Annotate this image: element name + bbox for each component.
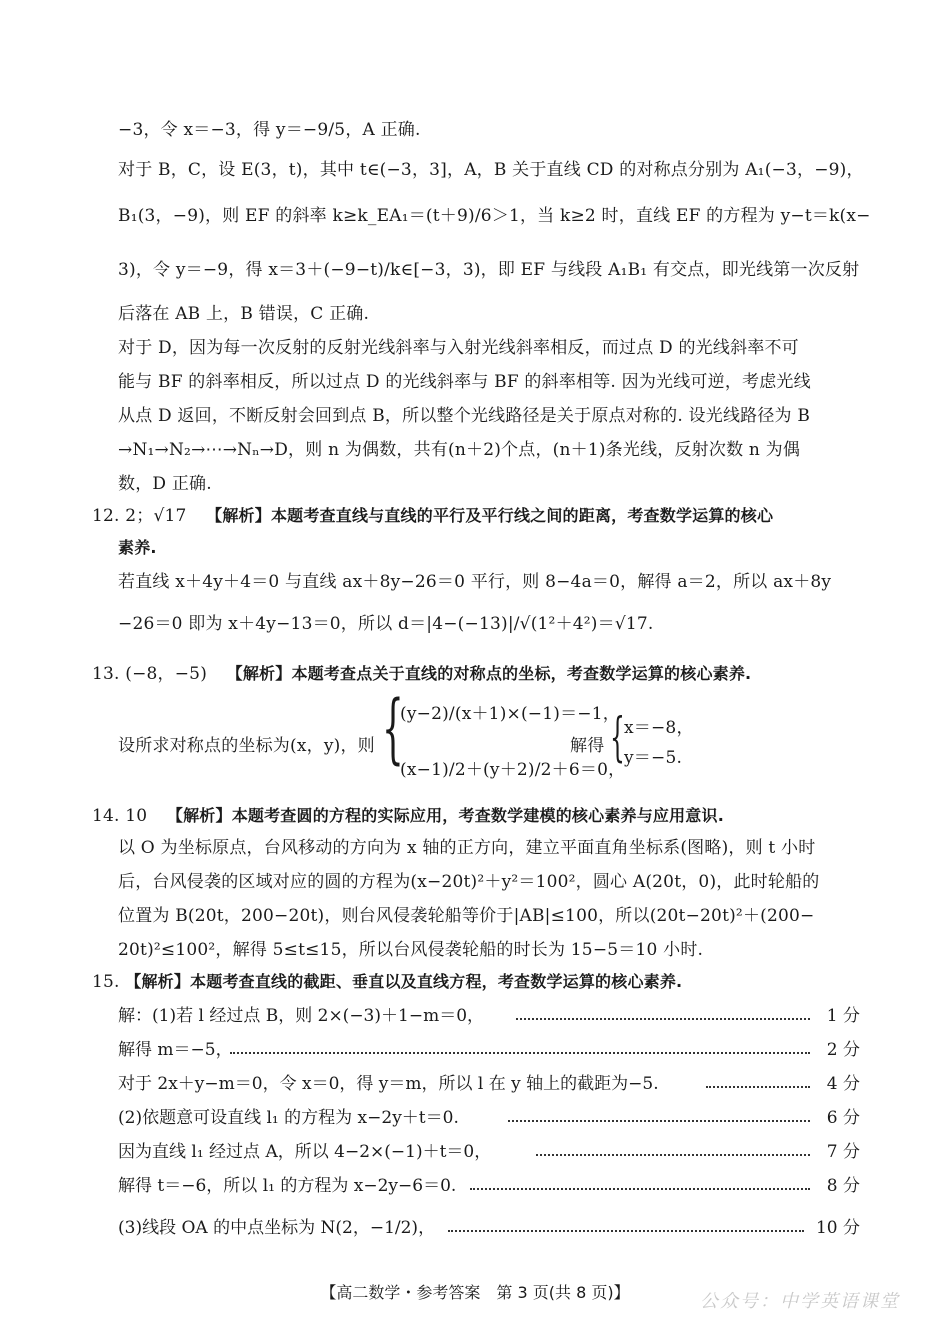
text-line: 后落在 AB 上，B 错误，C 正确.	[118, 304, 370, 324]
system-equation: (y−2)/(x＋1)×(−1)＝−1，	[400, 704, 620, 724]
step-points: 7 分	[826, 1142, 860, 1162]
left-brace: {	[382, 683, 404, 772]
step-points: 2 分	[826, 1040, 860, 1060]
answer-value: 15.	[92, 972, 120, 992]
leader-dots	[448, 1216, 804, 1232]
leader-dots	[470, 1174, 810, 1190]
analysis-heading: 【解析】本题考查直线的截距、垂直以及直线方程，考查数学运算的核心素养.	[125, 972, 683, 991]
text-line: 20t)²≤100²，解得 5≤t≤15，所以台风侵袭轮船的时长为 15−5＝10 小时.	[118, 940, 704, 960]
score-row	[118, 1106, 860, 1130]
watermark: 公众号：中学英语课堂	[700, 1291, 900, 1312]
analysis-heading: 【解析】本题考查直线与直线的平行及平行线之间的距离，考查数学运算的核心	[206, 506, 774, 525]
text-line: 3)，令 y＝−9，得 x＝3＋(−9−t)/k∈[−3，3)，即 EF 与线段 A₁B₁ 有交点，即光线第一次反射	[118, 260, 860, 280]
question-12-answer	[92, 504, 773, 528]
step-text: 解得 m＝−5，	[118, 1040, 233, 1060]
score-row	[118, 1072, 860, 1096]
text-line: 数，D 正确.	[118, 474, 212, 494]
text-line: 解得	[570, 736, 605, 756]
page-footer: 【高二数学・参考答案 第 3 页(共 8 页)】	[320, 1283, 630, 1302]
text-line: 后，台风侵袭的区域对应的圆的方程为(x−20t)²＋y²＝100²，圆心 A(20t，0)，此时轮船的	[118, 872, 820, 892]
step-text: 解：(1)若 l 经过点 B，则 2×(−3)＋1−m＝0，	[118, 1006, 485, 1026]
score-row	[118, 1004, 860, 1028]
text-line: 能与 BF 的斜率相反，所以过点 D 的光线斜率与 BF 的斜率相等. 因为光线可逆，考虑光线	[118, 372, 811, 392]
step-text: 对于 2x＋y−m＝0，令 x＝0，得 y＝m，所以 l 在 y 轴上的截距为−5.	[118, 1074, 659, 1094]
text-line: →N₁→N₂→⋯→Nₙ→D，则 n 为偶数，共有(n＋2)个点，(n＋1)条光线，反射次数 n 为偶	[118, 440, 801, 460]
text-line: 若直线 x＋4y＋4＝0 与直线 ax＋8y−26＝0 平行，则 8−4a＝0，解得 a＝2，所以 ax＋8y	[118, 572, 832, 592]
analysis-heading: 【解析】本题考查圆的方程的实际应用，考查数学建模的核心素养与应用意识.	[166, 806, 724, 825]
text-line: 以 O 为坐标原点，台风移动的方向为 x 轴的正方向，建立平面直角坐标系(图略)，则 t 小时	[118, 838, 816, 858]
answer-value: 13. (−8，−5)	[92, 664, 208, 684]
text-line: −3，令 x＝−3，得 y＝−9/5，A 正确.	[118, 120, 421, 140]
solution-line: y＝−5.	[624, 748, 683, 768]
step-text: (3)线段 OA 的中点坐标为 N(2，−1/2)，	[118, 1218, 436, 1238]
text-line: 设所求对称点的坐标为(x，y)，则	[118, 736, 375, 756]
step-points: 4 分	[826, 1074, 860, 1094]
score-row	[118, 1038, 860, 1062]
step-points: 10 分	[815, 1218, 860, 1238]
system-equation: (x−1)/2＋(y＋2)/2＋6＝0，	[400, 760, 626, 780]
step-text: 因为直线 l₁ 经过点 A，所以 4−2×(−1)＋t＝0，	[118, 1142, 492, 1162]
leader-dots	[230, 1038, 810, 1054]
step-points: 1 分	[826, 1006, 860, 1026]
question-13-answer	[92, 662, 751, 686]
text-line: 位置为 B(20t，200−20t)，则台风侵袭轮船等价于|AB|≤100，所以(20t−20t)²＋(200−	[118, 906, 815, 926]
leader-dots	[516, 1004, 810, 1020]
score-row	[118, 1216, 860, 1240]
score-row	[118, 1174, 860, 1198]
step-points: 8 分	[826, 1176, 860, 1196]
step-points: 6 分	[826, 1108, 860, 1128]
solution-line: x＝−8，	[624, 718, 694, 738]
text-line: 对于 D，因为每一次反射的反射光线斜率与入射光线斜率相反，而过点 D 的光线斜率不可	[118, 338, 799, 358]
leader-dots	[508, 1106, 810, 1122]
question-14-answer	[92, 804, 724, 828]
answer-value: 12. 2；√17	[92, 506, 187, 526]
left-brace: {	[610, 708, 625, 768]
step-text: (2)依题意可设直线 l₁ 的方程为 x−2y＋t＝0.	[118, 1108, 459, 1128]
answer-value: 14. 10	[92, 806, 148, 826]
text-line: 从点 D 返回，不断反射会回到点 B，所以整个光线路径是关于原点对称的. 设光线路径为 B	[118, 406, 811, 426]
leader-dots	[706, 1072, 810, 1088]
score-row	[118, 1140, 860, 1164]
step-text: 解得 t＝−6，所以 l₁ 的方程为 x−2y−6＝0.	[118, 1176, 457, 1196]
text-line: 素养.	[118, 538, 157, 557]
text-line: 对于 B，C，设 E(3，t)，其中 t∈(−3，3]，A，B 关于直线 CD 的对称点分别为 A₁(−3，−9)，	[118, 160, 864, 180]
text-line: B₁(3，−9)，则 EF 的斜率 k≥k_EA₁＝(t＋9)/6＞1，当 k≥2 时，直线 EF 的方程为 y−t＝k(x−	[118, 206, 871, 226]
analysis-heading: 【解析】本题考查点关于直线的对称点的坐标，考查数学运算的核心素养.	[226, 664, 752, 683]
leader-dots	[536, 1140, 810, 1156]
text-line: −26＝0 即为 x＋4y−13＝0，所以 d＝|4−(−13)|/√(1²＋4²)＝√17.	[118, 614, 654, 634]
question-15-answer	[92, 970, 682, 994]
